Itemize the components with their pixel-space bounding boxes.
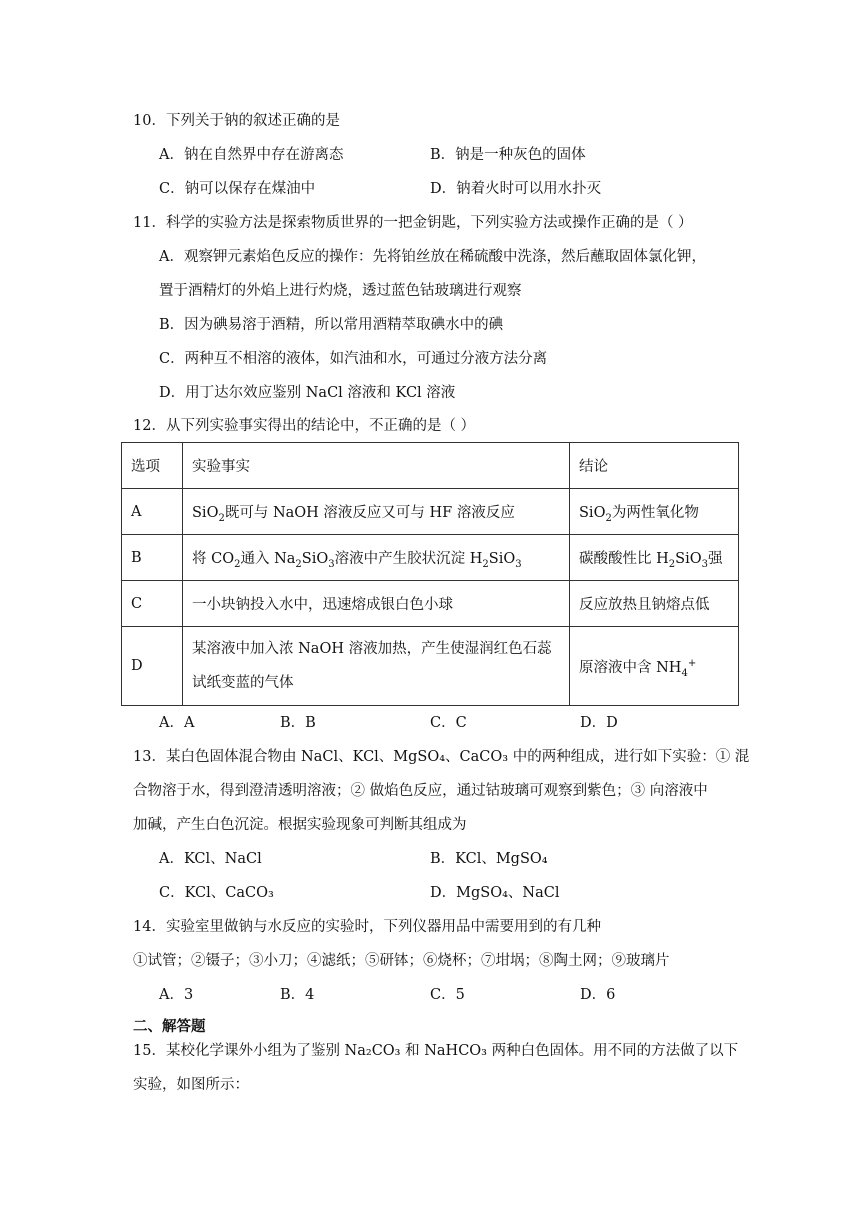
q11-option-c: C．两种互不相溶的液体，如汽油和水，可通过分液方法分离 [159,351,548,367]
q11-stem: 11．科学的实验方法是探索物质世界的一把金钥匙，下列实验方法或操作正确的是（ ） [133,215,693,231]
q10-option-d: D．钠着火时可以用水扑灭 [430,181,602,197]
q14-stem: 14．实验室里做钠与水反应的实验时，下列仪器用品中需要用到的有几种 [133,919,601,935]
section-heading: 二、解答题 [133,1019,206,1035]
q15-stem-line2: 实验，如图所示： [133,1077,249,1093]
q11-option-a-line1: A．观察钾元素焰色反应的操作：先将铂丝放在稀硫酸中洗涤，然后蘸取固体氯化钾， [159,249,706,265]
q12-option-c: C．C [430,715,467,731]
q13-option-d: D．MgSO₄、NaCl [430,885,560,901]
q10-option-b: B．钠是一种灰色的固体 [430,147,586,163]
row-fact: 将 $CO_2$通入 $Na_2SiO_3$溶液中产生胶状沉淀 $H_2SiO_3$ [183,535,570,581]
q14-items: ①试管；②镊子；③小刀；④滤纸；⑤研钵；⑥烧杯；⑦坩埚；⑧陶土网；⑨玻璃片 [133,953,670,969]
table-header-row [122,443,739,489]
q14-option-c: C．5 [430,987,465,1003]
table-row [122,489,739,535]
q12-option-b: B．B [280,715,316,731]
q11-option-b: B．因为碘易溶于酒精，所以常用酒精萃取碘水中的碘 [159,317,504,333]
q14-option-a: A．3 [159,987,194,1003]
row-option: C [122,581,183,627]
row-fact: 某溶液中加入浓 NaOH 溶液加热，产生使湿润红色石蕊 试纸变蓝的气体 [183,627,570,706]
table-row [122,581,739,627]
q11-option-a-line2: 置于酒精灯的外焰上进行灼烧，透过蓝色钴玻璃进行观察 [159,283,522,299]
q12-table [121,442,739,706]
q13-stem-line1: 13．某白色固体混合物由 NaCl、KCl、MgSO₄、CaCO₃ 中的两种组成，进行如下实验：① 混 [133,749,750,765]
q10-option-a: A．钠在自然界中存在游离态 [159,147,344,163]
q15-stem-line1: 15．某校化学课外小组为了鉴别 Na₂CO₃ 和 NaHCO₃ 两种白色固体。用不同的方法做了以下 [133,1043,739,1059]
row-option: B [122,535,183,581]
q13-stem-line2: 合物溶于水，得到澄清透明溶液；② 做焰色反应，通过钴玻璃可观察到紫色；③ 向溶液中 [133,783,708,799]
row-conclusion: 反应放热且钠熔点低 [570,581,739,627]
row-conclusion: 原溶液中含 $NH_4^+$ [570,627,739,706]
row-option: A [122,489,183,535]
q10-stem: 10．下列关于钠的叙述正确的是 [133,113,340,129]
table-row [122,627,739,706]
q13-option-b: B．KCl、MgSO₄ [430,851,548,867]
header-fact: 实验事实 [183,443,570,489]
row-option: D [122,627,183,706]
q14-option-d: D．6 [580,987,616,1003]
q13-option-c: C．KCl、CaCO₃ [159,885,274,901]
row-fact: SiO$_2$既可与 NaOH 溶液反应又可与 HF 溶液反应 [183,489,570,535]
q12-stem: 12．从下列实验事实得出的结论中，不正确的是（ ） [133,418,476,434]
row-conclusion: 碳酸酸性比 $H_2SiO_3$强 [570,535,739,581]
header-option: 选项 [122,443,183,489]
q11-option-d: D．用丁达尔效应鉴别 NaCl 溶液和 KCl 溶液 [159,385,456,401]
q13-option-a: A．KCl、NaCl [159,851,262,867]
q12-option-d: D．D [580,715,618,731]
q13-stem-line3: 加碱，产生白色沉淀。根据实验现象可判断其组成为 [133,817,467,833]
q14-option-b: B．4 [280,987,315,1003]
q12-option-a: A．A [159,715,195,731]
header-conclusion: 结论 [570,443,739,489]
row-fact: 一小块钠投入水中，迅速熔成银白色小球 [183,581,570,627]
q10-option-c: C．钠可以保存在煤油中 [159,181,316,197]
row-conclusion: SiO$_2$为两性氧化物 [570,489,739,535]
table-row [122,535,739,581]
